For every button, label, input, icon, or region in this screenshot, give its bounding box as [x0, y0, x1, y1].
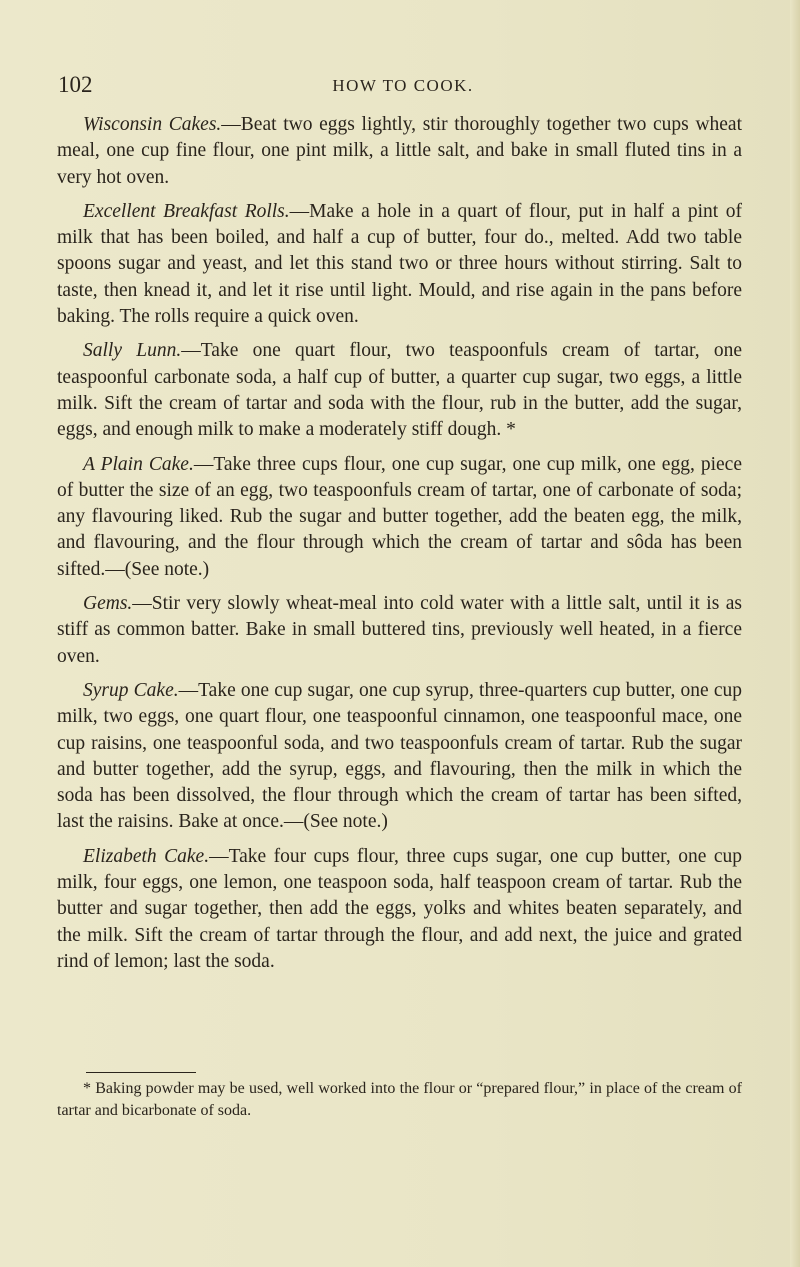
recipe-text: —Make a hole in a quart of flour, put in half a pint of milk that has been boiled, and half a cup of butter, four do., melted. Add two table spoons sugar and yeast, and let this stand two or three hours without stirring. Salt to taste, then knead it, and let it rise until light. Mould, and rise again in the pans before baking. The rolls require a quick oven. [57, 200, 742, 328]
recipe-gems [57, 591, 742, 670]
footnote: * Baking powder may be used, well worked into the flour or “prepared flour,” in place of the cream of tartar and bicarbonate of soda. [57, 1080, 742, 1119]
page-edge-shadow [790, 0, 800, 1267]
recipe-title: Gems. [83, 593, 133, 615]
recipe-wisconsin-cakes [57, 112, 742, 191]
recipe-title: Sally Lunn. [83, 340, 182, 362]
recipe-title: Elizabeth Cake. [83, 845, 210, 867]
page-header [58, 72, 748, 102]
recipe-list [57, 112, 742, 983]
recipe-title: Wisconsin Cakes. [83, 114, 222, 135]
recipe-title: Excellent Breakfast Rolls. [83, 200, 290, 222]
recipe-text: —Take four cups flour, three cups sugar, one cup butter, one cup milk, four eggs, one lemon, one teaspoon soda, half teaspoon cream of tartar. Rub the butter and sugar together, then add the eggs, yolks and whites beaten separately, and the milk. Sift the cream of tartar through the flour, and add next, the juice and grated rind of lemon; last the soda. [57, 845, 742, 972]
page-number: 102 [58, 72, 93, 97]
recipe-breakfast-rolls [57, 199, 742, 330]
recipe-sally-lunn [57, 338, 742, 443]
recipe-plain-cake [57, 452, 742, 583]
recipe-syrup-cake [57, 678, 742, 836]
footnote-divider [86, 1072, 196, 1073]
recipe-title: Syrup Cake. [83, 679, 179, 701]
recipe-text: —Take one cup sugar, one cup syrup, three-quarters cup butter, one cup milk, two eggs, one quart flour, one teaspoonful cinnamon, one teaspoonful mace, one cup raisins, one teaspoonful soda, and two teaspoonfuls cream of tartar. Rub the sugar and butter together, add the syrup, eggs, and flavouring, then the milk in which the soda has been dissolved, the flour through which the cream of tartar has been sifted, last the raisins. Bake at once.—(See note.) [57, 679, 742, 833]
running-head: HOW TO COOK. [332, 76, 474, 95]
recipe-text: —Beat two eggs lightly, stir thoroughly together two cups wheat meal, one cup fine flour, one pint milk, a little salt, and bake in small fluted tins in a very hot oven. [57, 114, 742, 188]
recipe-text: —Take one quart flour, two teaspoonfuls cream of tartar, one teaspoonful carbonate soda, a half cup of butter, a quarter cup sugar, two eggs, a little milk. Sift the cream of tartar and soda with the flour, rub in the butter, add the sugar, eggs, and enough milk to make a moderately stiff dough. * [57, 340, 742, 441]
recipe-title: A Plain Cake. [83, 453, 194, 475]
recipe-elizabeth-cake [57, 844, 742, 975]
recipe-text: —Take three cups flour, one cup sugar, one cup milk, one egg, piece of butter the size of an egg, two teaspoonfuls cream of tartar, one of carbonate of soda; any flavouring liked. Rub the sugar and butter together, add the beaten egg, the milk, and flavouring, and the flour through which the cream of tartar and sôda has been sifted.—(See note.) [57, 453, 742, 580]
recipe-text: —Stir very slowly wheat-meal into cold water with a little salt, until it is as stiff as common batter. Bake in small buttered tins, previously well heated, in a fierce oven. [57, 593, 742, 667]
